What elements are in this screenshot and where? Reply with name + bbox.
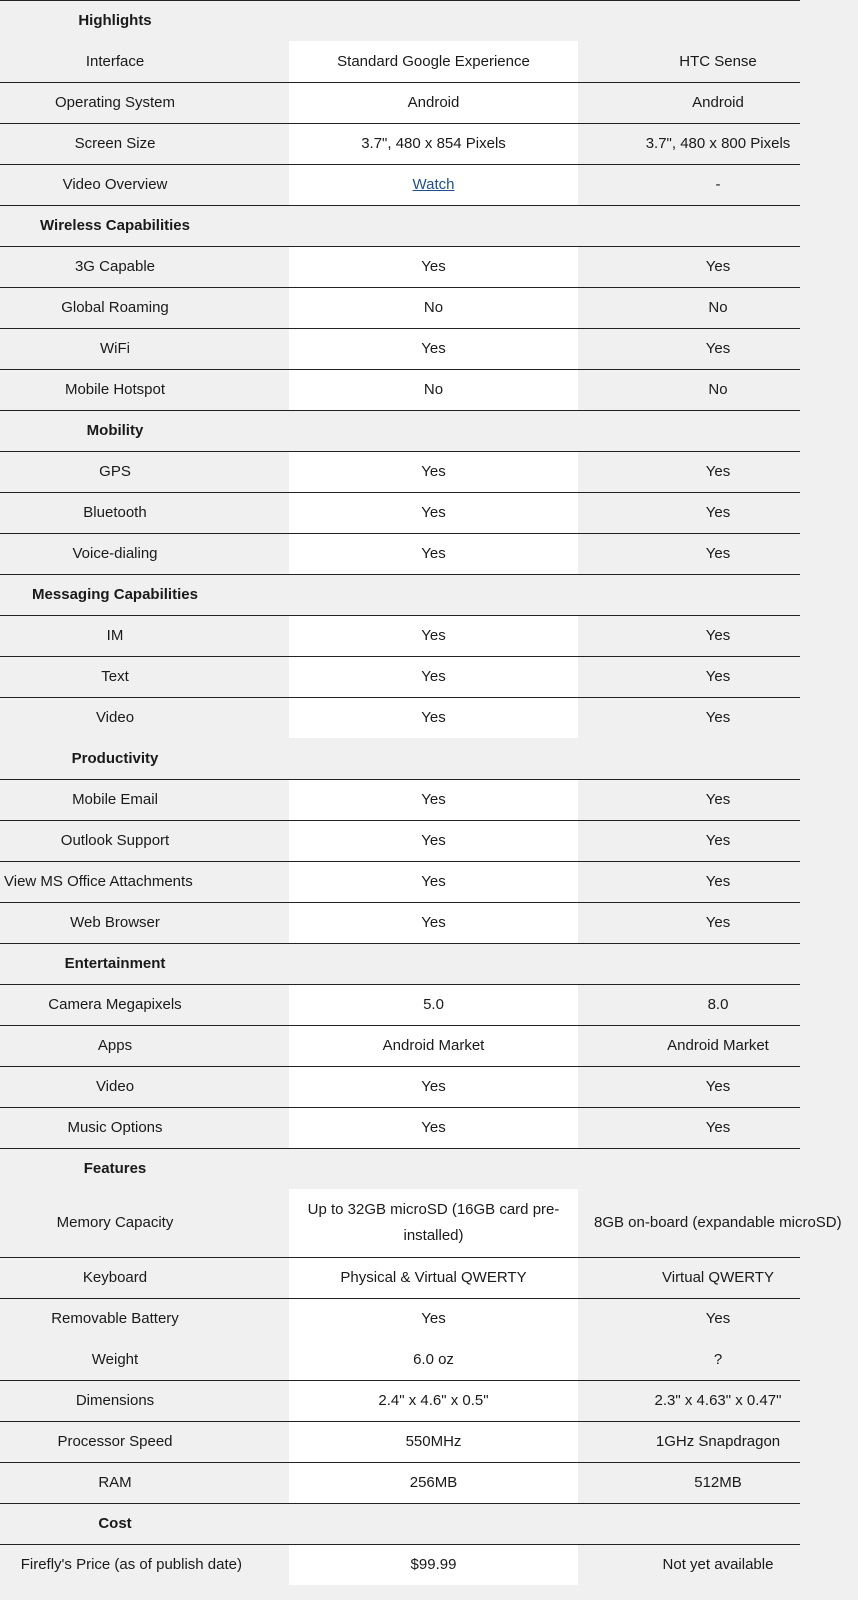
htc-sense-value: Yes [705,463,731,480]
htc-sense-value: 1GHz Snapdragon [655,1433,781,1450]
htc-sense-value: Yes [705,1119,731,1136]
standard-google-value: Yes [289,657,578,697]
row-label: Removable Battery [51,1310,179,1327]
standard-google-value: Yes [289,903,578,943]
section-heading: Features [83,1160,147,1177]
row-label: Web Browser [70,914,160,931]
row-label: Screen Size [74,135,156,152]
table-row [0,1421,800,1462]
standard-google-value: Android Market [289,1026,578,1066]
htc-sense-value: 8.0 [707,996,729,1013]
table-row [0,1066,800,1107]
row-label: Keyboard [82,1269,148,1286]
row-label: Bluetooth [83,504,147,521]
table-row [0,1339,800,1380]
htc-sense-value: Yes [705,1078,731,1095]
standard-google-value: Yes [289,1067,578,1107]
table-row [0,123,800,164]
table-row [0,1298,800,1339]
standard-google-value: 3.7", 480 x 854 Pixels [289,124,578,164]
standard-google-value: Yes [289,780,578,820]
htc-sense-value: No [708,299,728,316]
htc-sense-value: Yes [705,709,731,726]
table-row [0,861,800,902]
empty-cell [289,738,578,779]
section-row [0,205,800,246]
htc-sense-value: Not yet available [662,1556,774,1573]
row-label: Interface [85,52,145,70]
standard-google-value: No [289,288,578,328]
htc-sense-value: HTC Sense [679,52,757,70]
standard-google-value: Yes [289,821,578,861]
row-label: Global Roaming [61,299,169,316]
table-row [0,1025,800,1066]
watch-video-link[interactable]: Watch [412,176,455,193]
htc-sense-value: Yes [705,791,731,808]
empty-cell [289,1,578,41]
standard-google-value: Android [289,83,578,123]
row-label: View MS Office Attachments [4,873,193,890]
section-heading: Productivity [71,749,159,767]
row-label: Text [101,668,129,685]
table-row [0,492,800,533]
htc-sense-value: 8GB on-board (expandable microSD) [594,1214,842,1231]
htc-sense-value: Yes [705,668,731,685]
table-row [0,246,800,287]
htc-sense-value: 2.3" x 4.63" x 0.47" [654,1392,782,1409]
htc-sense-value: Android [692,94,744,111]
row-label: WiFi [100,340,130,357]
standard-google-value: 5.0 [289,985,578,1025]
standard-google-value: Yes [289,493,578,533]
row-label: Camera Megapixels [48,996,182,1013]
standard-google-value: Yes [289,698,578,738]
table-row [0,984,800,1025]
standard-google-value: Yes [289,534,578,574]
section-row [0,943,800,984]
section-row [0,738,800,779]
row-label: Video [95,709,135,726]
table-row [0,1380,800,1421]
table-row [0,902,800,943]
row-label: Firefly's Price (as of publish date) [20,1556,242,1573]
table-row [0,164,800,205]
standard-google-value: Yes [289,1299,578,1339]
htc-sense-value: Yes [705,914,731,931]
row-label: Dimensions [75,1392,155,1409]
section-heading: Cost [98,1515,132,1532]
htc-sense-value: 512MB [694,1474,742,1491]
row-label: Mobile Email [72,791,158,808]
htc-sense-value: No [708,381,728,398]
standard-google-value: Yes [289,452,578,492]
htc-sense-value: - [715,176,721,193]
table-row [0,82,800,123]
row-label: Operating System [54,94,176,111]
table-row [0,1462,800,1503]
section-heading: Highlights [78,12,152,29]
standard-google-value: Yes [289,329,578,369]
row-label: Apps [97,1037,133,1054]
table-row [0,615,800,656]
standard-google-value: Yes [289,247,578,287]
standard-google-value: Physical & Virtual QWERTY [289,1258,578,1298]
section-row [0,0,800,41]
table-row [0,820,800,861]
htc-sense-value: Yes [705,1310,731,1327]
table-row [0,533,800,574]
table-row [0,1544,800,1585]
section-heading: Messaging Capabilities [32,586,198,603]
row-label: Video Overview [62,176,168,193]
row-label: Voice-dialing [72,545,158,562]
standard-google-value: 6.0 oz [289,1339,578,1380]
row-label: GPS [99,463,131,480]
standard-google-value: Yes [289,616,578,656]
section-heading: Entertainment [64,955,166,972]
table-row [0,328,800,369]
row-label: RAM [98,1474,132,1491]
table-row [0,697,800,738]
section-row [0,574,800,615]
htc-sense-value: ? [713,1350,723,1368]
table-row [0,41,800,82]
htc-sense-value: 3.7", 480 x 800 Pixels [645,135,791,152]
section-heading: Mobility [86,422,144,439]
empty-cell [289,1149,578,1189]
standard-google-value: Up to 32GB microSD (16GB card pre-installed) [289,1189,578,1257]
table-row [0,779,800,820]
row-label: IM [106,627,124,644]
htc-sense-value: Yes [705,504,731,521]
row-label: Outlook Support [60,832,170,849]
empty-cell [289,944,578,984]
section-row [0,410,800,451]
table-row [0,1189,842,1257]
table-row [0,1257,800,1298]
htc-sense-value: Yes [705,340,731,357]
empty-cell [289,206,578,246]
row-label: Memory Capacity [56,1214,174,1231]
standard-google-value: Yes [289,862,578,902]
standard-google-value: Yes [289,1108,578,1148]
htc-sense-value: Yes [705,873,731,890]
standard-google-value: 550MHz [289,1422,578,1462]
row-label: Weight [91,1350,139,1368]
table-row [0,451,800,492]
table-row [0,1107,800,1148]
htc-sense-value: Yes [705,545,731,562]
empty-cell [289,411,578,451]
row-label: Music Options [67,1119,163,1136]
standard-google-value: Standard Google Experience [289,41,578,82]
row-label: Video [95,1078,135,1095]
standard-google-value [289,165,578,205]
empty-cell [289,575,578,615]
section-row [0,1148,800,1189]
standard-google-value: $99.99 [289,1545,578,1585]
section-heading: Wireless Capabilities [40,217,190,234]
htc-sense-value: Yes [705,258,731,275]
table-row [0,287,800,328]
table-row [0,369,800,410]
table-row [0,656,800,697]
standard-google-value: No [289,370,578,410]
standard-google-value: 2.4" x 4.6" x 0.5" [289,1381,578,1421]
standard-google-value: 256MB [289,1463,578,1503]
htc-sense-value: Android Market [667,1037,769,1054]
row-label: 3G Capable [74,258,156,275]
empty-cell [289,1504,578,1544]
htc-sense-value: Yes [705,627,731,644]
htc-sense-value: Virtual QWERTY [662,1269,774,1286]
row-label: Processor Speed [57,1433,173,1450]
htc-sense-value: Yes [705,832,731,849]
section-row [0,1503,800,1544]
row-label: Mobile Hotspot [64,381,166,398]
